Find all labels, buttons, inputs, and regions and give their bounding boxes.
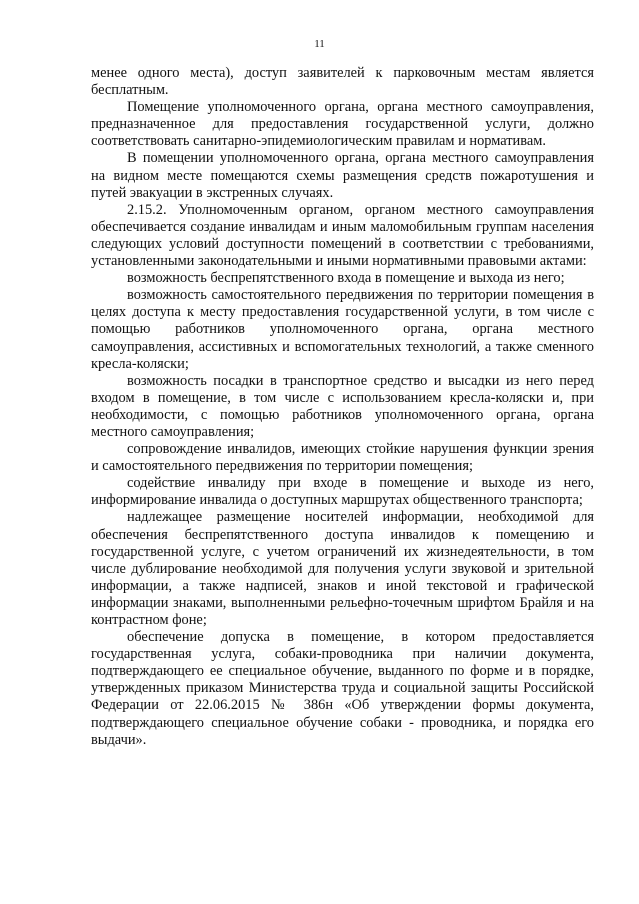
paragraph-fire-evacuation: В помещении уполномоченного органа, органа местного самоуправления на видном месте помещаются схемы размещения средств пожаротушения и путей эвакуации в экстренных случаях. (91, 150, 594, 201)
paragraph-parking-continuation: менее одного места), доступ заявителей к парковочным местам является бесплатным. (91, 65, 594, 99)
list-item-entry-exit: возможность беспрепятственного входа в помещение и выхода из него; (127, 270, 565, 287)
list-item-movement: возможность самостоятельного передвижения по территории помещения в целях доступа к месту предоставления государственной услуги, в том числе с помощью работников уполномоченного органа, органа местного самоуправления, ассистивных и вспомогательных технологий, а также сменного кресла-коляски; (91, 287, 594, 372)
page-number: 11 (314, 38, 325, 50)
list-item-guide-dog: обеспечение допуска в помещение, в котором предоставляется государственная услуга, собаки-проводника при наличии документа, подтверждающего ее специальное обучение, выданного по форме и в порядке, утвержденных приказом Министерства труда и социальной защиты Российской Федерации от 22.06.2015 № 386н «Об утверждении формы документа, подтверждающего специальное обучение собаки - проводника, и порядка его выдачи». (91, 629, 594, 748)
paragraph-section-2-15-2: 2.15.2. Уполномоченным органом, органом местного самоуправления обеспечивается создание инвалидам и иным маломобильным группам населения следующих условий доступности помещений в соответствии с требованиями, установленными законодательными и иными нормативными правовыми актами: (91, 201, 594, 270)
list-item-information-carriers: надлежащее размещение носителей информации, необходимой для обеспечения беспрепятственного доступа инвалидов к помещению и государственной услуге, с учетом ограничений их жизнедеятельности, в том числе дублирование необходимой для получения услуги звуковой и зрительной информации, а также надписей, знаков и иной текстовой и графической информации знаками, выполненными рельефно-точечным шрифтом Брайля и на контрастном фоне; (91, 509, 594, 628)
list-item-escort: сопровождение инвалидов, имеющих стойкие нарушения функции зрения и самостоятельного передвижения по территории помещения; (91, 441, 594, 475)
paragraph-premises-sanitary: Помещение уполномоченного органа, органа местного самоуправления, предназначенное для предоставления государственной услуги, должно соответствовать санитарно-эпидемиологическим правилам и нормативам. (91, 99, 594, 150)
document-body (91, 65, 594, 749)
list-item-transport-boarding: возможность посадки в транспортное средство и высадки из него перед входом в помещение, в том числе с использованием кресла-коляски и, при необходимости, с помощью работников уполномоченного органа, органа местного самоуправления; (91, 372, 594, 440)
list-item-assistance-routes: содействие инвалиду при входе в помещение и выходе из него, информирование инвалида о доступных маршрутах общественного транспорта; (91, 475, 594, 509)
